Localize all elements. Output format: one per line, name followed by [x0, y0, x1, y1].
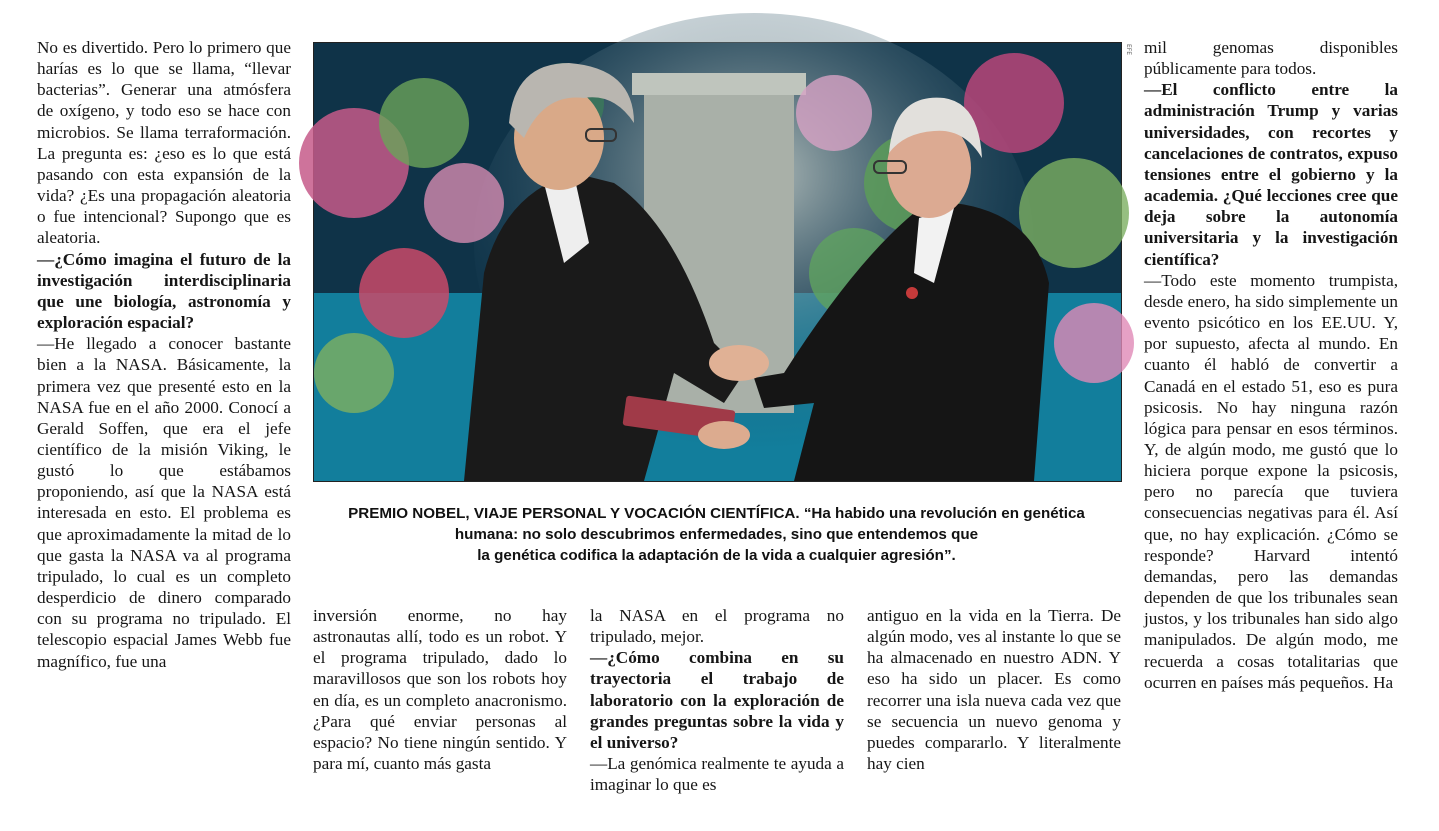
interview-answer: inversión enorme, no hay astronautas allí, todo es un robot. Y el programa tripulado, dado lo maravillosos que son los robots hoy en día, es un completo anacronismo. ¿Para qué enviar personas al espacio? No tiene ningún sentido. Y para mí, cuanto más gasta: [313, 606, 567, 774]
interview-answer: —He llegado a conocer bastante bien a la NASA. Básicamente, la primera vez que presenté esto en la NASA fue en el año 2000. Conocí a Gerald Soffen, que era el jefe científico de la misión Viking, le gustó lo que estábamos proponiendo, así que la NASA está interesada en esto. El problema es que aproximadamente la mitad de lo que gasta la NASA va al programa tripulado, lo cual es un completo desperdicio de dinero comparado con su programa no tripulado. El telescopio espacial James Webb fue magnífico, fue una: [37, 334, 291, 671]
interview-answer: —La genómica realmente te ayuda a imaginar lo que es: [590, 754, 844, 795]
interview-question: —¿Cómo imagina el futuro de la investigación interdisciplinaria que une biología, astronomía y exploración espacial?: [37, 249, 291, 333]
nobel-handshake-illustration: [314, 43, 1121, 481]
interview-answer: mil genomas disponibles públicamente para todos.: [1144, 38, 1398, 79]
article-column-4: [867, 605, 1121, 774]
article-column-5: [1144, 37, 1398, 693]
caption-line-1: PREMIO NOBEL, VIAJE PERSONAL Y VOCACIÓN CIENTÍFICA. “Ha habido una revolución en genética: [348, 505, 1085, 522]
interview-question: —El conflicto entre la administración Trump y varias universidades, con recortes y cancelaciones de contratos, expuso tensiones entre el gobierno y la academia. ¿Qué lecciones cree que deja sobre la autonomía universitaria y la investigación científica?: [1144, 80, 1398, 269]
caption-line-2: humana: no solo descubrimos enfermedades, sino que entendemos que: [454, 526, 979, 543]
interview-answer: No es divertido. Pero lo primero que harías es lo que se llama, “llevar bacterias”. Generar una atmósfera de oxígeno, y todo eso se hace con microbios. Se llama terraformación. La pregunta es: ¿eso es lo que está pasando con esta expansión de la vida? ¿Es una propagación aleatoria o fue intencional? Supongo que es aleatoria.: [37, 38, 291, 248]
interview-answer: —Todo este momento trumpista, desde enero, ha sido simplemente un evento psicótico en los EE.UU. Y, por supuesto, afecta al mundo. En cuanto él habló de convertir a Canadá en el estado 51, eso es pura psicosis. No hay ninguna razón lógica para pensar en esos términos. Y, de algún modo, me gustó que lo hiciera porque expone la psicosis, pero no parecía que tuviera consecuencias negativas para él. Así que, no hay explicación. ¿Cómo se responde? Harvard intentó demandas, pero las demandas dependen de que los tribunales sean justos, y los tribunales han sido algo manipulados. De algún modo, me recuerda a cosas totalitarias que ocurren en países más pequeños. Ha: [1144, 270, 1398, 692]
photo-credit: EFE: [1125, 44, 1132, 56]
article-column-1: [37, 37, 291, 672]
caption-line-3: la genética codifica la adaptación de la vida a cualquier agresión”.: [477, 547, 956, 564]
interview-question: —¿Cómo combina en su trayectoria el trabajo de laboratorio con la exploración de grandes preguntas sobre la vida y el universo?: [590, 648, 844, 752]
photo-caption: [313, 503, 1120, 566]
article-column-3: [590, 605, 844, 795]
interview-answer: antiguo en la vida en la Tierra. De algún modo, ves al instante lo que se ha almacenado en nuestro ADN. Y eso ha sido un placer. Es como recorrer una isla nueva cada vez que se secuencia un nuevo genoma y puedes compararlo. Y literalmente hay cien: [867, 606, 1121, 774]
article-column-2: [313, 605, 567, 774]
interview-answer: la NASA en el programa no tripulado, mejor.: [590, 606, 844, 647]
ceremony-photo: [313, 42, 1122, 482]
